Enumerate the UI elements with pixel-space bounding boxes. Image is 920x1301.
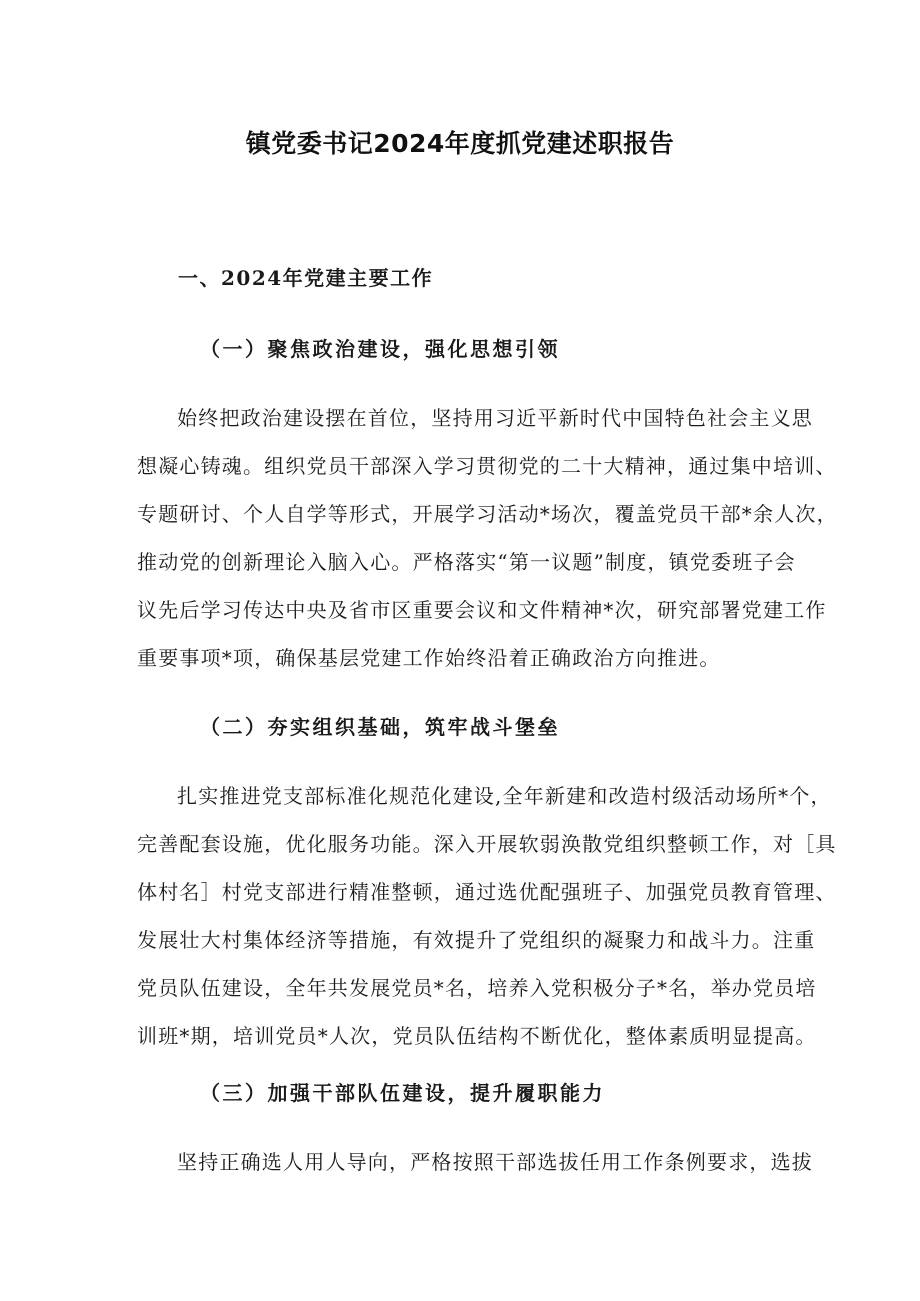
paragraph-line: 扎实推进党支部标准化规范化建设,全年新建和改造村级活动场所*个， xyxy=(177,784,832,808)
paragraph-line: 专题研讨、个人自学等形式，开展学习活动*场次，覆盖党员干部*余人次， xyxy=(137,502,838,526)
paragraph-line: 发展壮大村集体经济等措施，有效提升了党组织的凝聚力和战斗力。注重 xyxy=(137,928,816,952)
paragraph-organization-foundation xyxy=(137,772,837,1060)
paragraph-line: 议先后学习传达中央及省市区重要会议和文件精神*次，研究部署党建工作 xyxy=(137,598,827,622)
subheading-cadre-team: （三）加强干部队伍建设，提升履职能力 xyxy=(200,1081,605,1105)
paragraph-line: 体村名］村党支部进行精准整顿，通过选优配强班子、加强党员教育管理、 xyxy=(137,880,837,904)
paragraph-line: 党员队伍建设，全年共发展党员*名，培养入党积极分子*名，举办党员培 xyxy=(137,976,817,1000)
paragraph-cadre-team xyxy=(137,1138,813,1186)
paragraph-line: 完善配套设施，优化服务功能。深入开展软弱涣散党组织整顿工作，对［具 xyxy=(137,832,837,856)
document-title: 镇党委书记2024年度抓党建述职报告 xyxy=(245,129,675,158)
paragraph-line: 重要事项*项，确保基层党建工作始终沿着正确政治方向推进。 xyxy=(137,646,721,670)
paragraph-line: 坚持正确选人用人导向，严格按照干部选拔任用工作条例要求，选拔 xyxy=(177,1150,813,1174)
paragraph-line: 训班*期，培训党员*人次，党员队伍结构不断优化，整体素质明显提高。 xyxy=(137,1024,817,1048)
paragraph-line: 始终把政治建设摆在首位，坚持用习近平新时代中国特色社会主义思 xyxy=(177,406,813,430)
paragraph-line: 想凝心铸魂。组织党员干部深入学习贯彻党的二十大精神，通过集中培训、 xyxy=(137,454,837,478)
section-heading-main-work: 一、2024年党建主要工作 xyxy=(178,266,434,290)
paragraph-line: 推动党的创新理论入脑入心。严格落实“第一议题”制度，镇党委班子会 xyxy=(137,550,796,574)
subheading-political-building: （一）聚焦政治建设，强化思想引领 xyxy=(200,337,560,361)
subheading-organization-foundation: （二）夯实组织基础，筑牢战斗堡垒 xyxy=(200,715,560,739)
paragraph-political-building xyxy=(137,394,838,682)
